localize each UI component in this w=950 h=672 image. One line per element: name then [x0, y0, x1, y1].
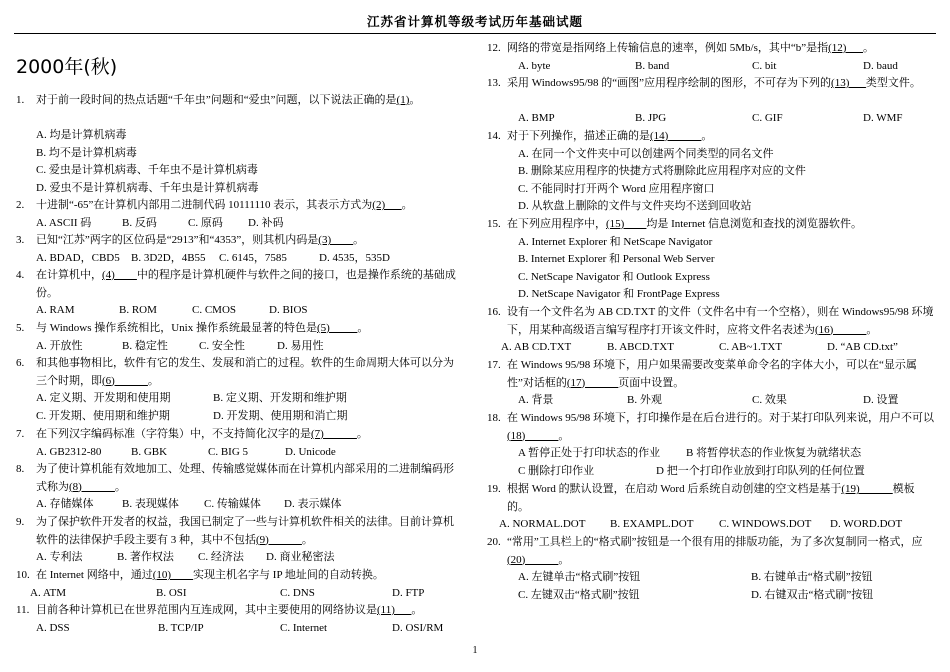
option-c: C. 效果: [752, 394, 787, 406]
option-a: A. 开放性: [36, 339, 83, 352]
option-b: B. 表现媒体: [122, 498, 179, 510]
option-d: D. BIOS: [269, 304, 308, 316]
question-13: 13. 采用 Windows95/98 的“画图”应用程序绘制的图形，不可存为下列的(13)___类型文件。 A. BMP B. JPG C. GIF D. WMF: [487, 75, 935, 93]
question-15: 15. 在下列应用程序中，(15)____均是 Internet 信息浏览和查找的浏览器软件。 A. Internet Explorer 和 NetScape Navigator B. Internet Explorer 和 Personal Web Server C. NetScape Navigator 和 Outlook Express D. NetScape Navigator 和 FrontPage Express: [487, 216, 935, 234]
option-a: A. NORMAL.DOT: [499, 518, 586, 530]
option-b: B. 删除某应用程序的快捷方式将删除此应用程序对应的文件: [518, 165, 806, 177]
option-d: D. 开发期、使用期和消亡期: [213, 409, 348, 422]
option-c: C. DNS: [280, 586, 315, 599]
option-b: B 将暂停状态的作业恢复为就绪状态: [686, 447, 862, 459]
page-header: 江苏省计算机等级考试历年基础试题: [366, 15, 583, 29]
question-12: 12. 网络的带宽是指网络上传输信息的速率，例如 5Mb/s，其中“b”是指(12)___。 A. byte B. band C. bit D. baud: [487, 40, 935, 58]
option-b: B. ABCD.TXT: [607, 341, 674, 353]
option-d: D. 商业秘密法: [266, 551, 335, 563]
page-number: 1: [472, 645, 478, 656]
question-2: 2. 十进制“-65”在计算机内部用二进制代码 10111110 表示，其表示方式为(2)___。 A. ASCII 码 B. 反码 C. 原码 D. 补码: [16, 197, 464, 215]
option-d: D. 设置: [863, 394, 899, 406]
option-c: C. 爱虫是计算机病毒、千年虫不是计算机病毒: [36, 164, 258, 176]
option-c: C. 经济法: [198, 551, 244, 563]
option-c: C. AB~1.TXT: [719, 341, 783, 353]
option-a: A. 背景: [518, 394, 554, 406]
section-title: 2000年(秋): [16, 56, 118, 78]
option-d: D. 易用性: [277, 339, 324, 352]
option-c: C 删除打印作业: [518, 464, 595, 477]
option-b: B. 3D2D，4B55: [131, 251, 206, 264]
option-a: A. 存储媒体: [36, 498, 94, 510]
option-c: C. WINDOWS.DOT: [719, 518, 812, 530]
question-4: 4. 在计算机中，(4)____中的程序是计算机硬件与软件之间的接口，也是操作系统的基础成份。 A. RAM B. ROM C. CMOS D. BIOS: [16, 267, 464, 302]
option-c: C. 6145，7585: [219, 251, 287, 264]
option-a: A. 均是计算机病毒: [36, 129, 127, 141]
question-18: 18. 在 Windows 95/98 环境下，打印操作是在后台进行的。对于某打印队列来说，用户不可以(18)______。 A 暂停正处于打印状态的作业 B 将暂停状态的作业恢复为就绪状态 C 删除打印作业 D 把一个打印作业放到打印队列的任何位置: [487, 410, 935, 445]
option-a: A. 专利法: [36, 551, 83, 563]
question-3: 3. 已知“江苏”两字的区位码是“2913”和“4353”，则其机内码是(3)____。 A. BDAD，CBD5 B. 3D2D，4B55 C. 6145，7585 D. 4535，535D: [16, 232, 464, 250]
option-b: B. 右键单击“格式刷”按钮: [751, 571, 873, 583]
option-b: B. 外观: [627, 394, 662, 406]
option-c: C. 左键双击“格式刷”按钮: [518, 588, 640, 601]
option-d: D. Unicode: [285, 445, 336, 458]
question-7: 7. 在下列汉字编码标准（字符集）中，不支持简化汉字的是(7)______。 A. GB2312-80 B. GBK C. BIG 5 D. Unicode: [16, 426, 464, 444]
option-c: C. CMOS: [192, 304, 237, 316]
option-d: D 把一个打印作业放到打印队列的任何位置: [656, 464, 865, 477]
question-20: 20. “常用”工具栏上的“格式刷”按钮是一个很有用的排版功能，为了多次复制同一格式，应(20)______。 A. 左键单击“格式刷”按钮 B. 右键单击“格式刷”按钮 C. 左键双击“格式刷”按钮 D. 右键双击“格式刷”按钮: [487, 534, 935, 569]
option-c: C. 不能同时打开两个 Word 应用程序窗口: [518, 182, 715, 195]
question-9: 9. 为了保护软件开发者的权益，我国已制定了一些与计算机软件相关的法律。目前计算机软件的法律保护手段主要有 3 种，其中不包括(9)______。 A. 专利法 B. 著作权法 C. 经济法 D. 商业秘密法: [16, 514, 464, 549]
question-5: 5. 与 Windows 操作系统相比，Unix 操作系统最显著的特色是(5)_____。 A. 开放性 B. 稳定性 C. 安全性 D. 易用性: [16, 320, 464, 338]
option-a: A. byte: [518, 59, 551, 72]
option-d: D. OSI/RM: [392, 621, 444, 634]
option-c: C. 安全性: [199, 339, 245, 352]
option-c: C. bit: [752, 59, 777, 72]
option-c: C. 开发期、使用期和维护期: [36, 409, 170, 422]
option-b: B. ROM: [119, 304, 157, 316]
option-a: A. DSS: [36, 621, 70, 634]
question-11: 11. 目前各种计算机已在世界范围内互连成网，其中主要使用的网络协议是(11)___。 A. DSS B. TCP/IP C. Internet D. OSI/RM: [16, 602, 464, 620]
question-10: 10. 在 Internet 网络中，通过(10)____实现主机名字与 IP 地址间的自动转换。 A. ATM B. OSI C. DNS D. FTP: [16, 567, 464, 585]
question-17: 17. 在 Windows 95/98 环境下，用户如果需要改变菜单命令名的字体大小，可以在“显示属性”对话框的(17)______页面中设置。 A. 背景 B. 外观 C. 效果 D. 设置: [487, 357, 935, 392]
option-a: A. BMP: [518, 112, 555, 124]
option-a: A. RAM: [36, 304, 75, 316]
question-8: 8. 为了使计算机能有效地加工、处理、传输感觉媒体而在计算机内部采用的二进制编码形式称为(8)______。 A. 存储媒体 B. 表现媒体 C. 传输媒体 D. 表示媒体: [16, 461, 464, 496]
question-19: 19. 根据 Word 的默认设置，在启动 Word 后系统自动创建的空文档是基于(19)______模板的。 A. NORMAL.DOT B. EXAMPL.DOT C. WINDOWS.DOT D. WORD.DOT: [487, 481, 935, 516]
option-c: C. Internet: [280, 621, 328, 634]
option-a: A 暂停正处于打印状态的作业: [518, 447, 661, 459]
option-a: A. BDAD，CBD5: [36, 251, 120, 264]
question-6: 6. 和其他事物相比，软件有它的发生、发展和消亡的过程。软件的生命周期大体可以分为三个时期，即(6)______。 A. 定义期、开发期和使用期 B. 定义期、开发期和维护期 C. 开发期、使用期和维护期 D. 开发期、使用期和消亡期: [16, 355, 464, 390]
option-a: A. Internet Explorer 和 NetScape Navigator: [518, 235, 713, 248]
option-c: C. NetScape Navigator 和 Outlook Express: [518, 270, 710, 283]
option-b: B. Internet Explorer 和 Personal Web Server: [518, 253, 715, 265]
option-b: B. JPG: [635, 112, 667, 124]
option-d: D. WMF: [863, 112, 903, 124]
option-d: D. 从软盘上删除的文件与文件夹均不送到回收站: [518, 200, 752, 212]
option-b: B. TCP/IP: [158, 621, 204, 634]
question-14: 14. 对于下列操作，描述正确的是(14)______。 A. 在同一个文件夹中可以创建两个同类型的同名文件 B. 删除某应用程序的快捷方式将删除此应用程序对应的文件 C. 不能同时打开两个 Word 应用程序窗口 D. 从软盘上删除的文件与文件夹均不送到回收站: [487, 128, 935, 146]
option-b: B. band: [635, 59, 670, 72]
option-d: D. baud: [863, 59, 898, 72]
option-c: C. GIF: [752, 112, 783, 124]
option-b: B. OSI: [156, 586, 187, 599]
option-b: B. 均不是计算机病毒: [36, 146, 137, 159]
option-b: B. 定义期、开发期和维护期: [213, 392, 347, 404]
option-a: A. GB2312-80: [36, 445, 102, 458]
option-d: D. 爱虫不是计算机病毒、千年虫是计算机病毒: [36, 181, 259, 194]
option-a: A. 左键单击“格式刷”按钮: [518, 571, 641, 583]
option-d: D. NetScape Navigator 和 FrontPage Express: [518, 288, 720, 300]
option-a: A. ATM: [30, 586, 67, 599]
option-d: D. 补码: [248, 216, 284, 229]
option-b: B. 著作权法: [117, 551, 174, 563]
question-16: 16. 设有一个文件名为 AB CD.TXT 的文件（文件名中有一个空格），则在 Windows95/98 环境下，用某种高级语言编写程序打开该文件时，应将文件名表述为(16)______。 A. AB CD.TXT B. ABCD.TXT C. AB~1.TXT D. “AB CD.txt”: [487, 304, 935, 339]
option-d: D. 表示媒体: [284, 498, 342, 510]
option-a: A. AB CD.TXT: [501, 341, 572, 353]
option-d: D. WORD.DOT: [830, 518, 903, 530]
option-c: C. 原码: [188, 216, 223, 229]
option-c: C. BIG 5: [208, 445, 249, 458]
option-c: C. 传输媒体: [204, 498, 261, 510]
option-b: B. 稳定性: [122, 339, 168, 352]
option-d: D. 4535，535D: [319, 251, 390, 264]
option-d: D. “AB CD.txt”: [827, 341, 898, 353]
option-a: A. 在同一个文件夹中可以创建两个同类型的同名文件: [518, 147, 774, 160]
option-a: A. ASCII 码: [36, 216, 92, 229]
option-d: D. FTP: [392, 586, 425, 599]
option-b: B. GBK: [131, 445, 168, 458]
option-a: A. 定义期、开发期和使用期: [36, 392, 171, 404]
option-b: B. 反码: [122, 216, 157, 229]
header-rule: [14, 33, 936, 34]
option-b: B. EXAMPL.DOT: [610, 518, 694, 530]
question-1: 1. 对于前一段时间的热点话题“千年虫”问题和“爱虫”问题，以下说法正确的是(1)。 A. 均是计算机病毒 B. 均不是计算机病毒 C. 爱虫是计算机病毒、千年虫不是计算机病毒 D. 爱虫不是计算机病毒、千年虫是计算机病毒: [16, 92, 464, 110]
option-d: D. 右键双击“格式刷”按钮: [751, 588, 874, 601]
